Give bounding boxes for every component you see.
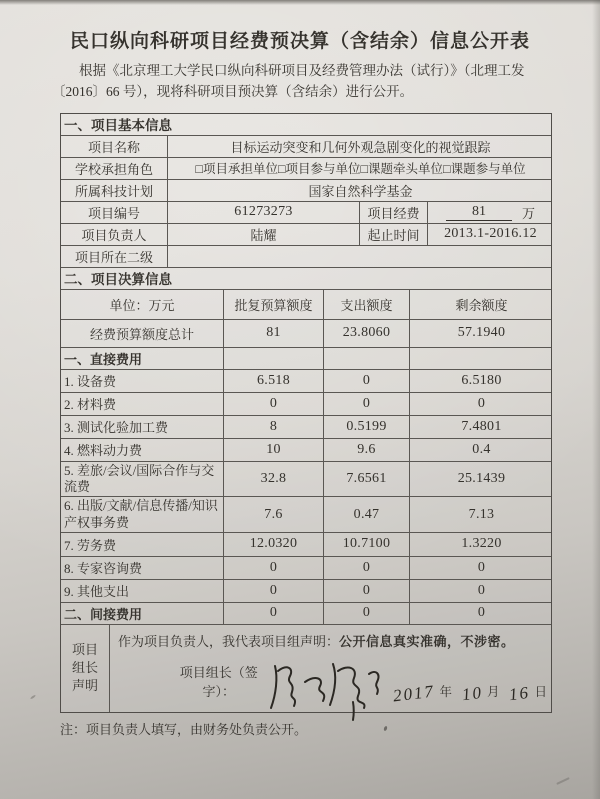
signature-ink-strokes <box>265 658 383 710</box>
project-no-label: 项目编号 <box>87 205 140 221</box>
day-char: 日 <box>534 684 547 699</box>
year-char: 年 <box>439 684 452 699</box>
item-label: 5. 差旅/会议/国际合作与交流费 <box>64 462 215 495</box>
project-name-label: 项目名称 <box>87 139 140 155</box>
item-label: 7. 劳务费 <box>64 537 117 553</box>
item-remaining: 0 <box>409 580 553 602</box>
row-project-no-funding <box>61 201 551 223</box>
handwritten-year: 2017 <box>392 681 437 706</box>
school-role-label: 学校承担角色 <box>74 161 153 177</box>
period-label: 起止时间 <box>359 224 427 245</box>
item-spent: 10.7100 <box>323 533 409 556</box>
item-label: 4. 燃料动力费 <box>64 443 143 459</box>
budget-row-fuel-power <box>61 438 551 461</box>
item-spent: 7.6561 <box>323 462 409 497</box>
budget-total-row <box>61 319 551 347</box>
total-spent: 23.8060 <box>323 320 409 347</box>
footer-note: 注：项目负责人填写，由财务处负责公开。 <box>60 721 308 737</box>
total-label: 经费预算额度总计 <box>89 326 194 342</box>
item-approved: 0 <box>223 393 323 415</box>
declaration-statement <box>118 631 547 650</box>
item-label: 二、间接费用 <box>64 606 143 622</box>
secondary-unit-label: 项目所在二级 <box>74 249 153 265</box>
col-header-unit: 单位：万元 <box>109 297 175 313</box>
budget-row-travel-conference <box>61 461 551 497</box>
item-label: 2. 材料费 <box>64 397 117 413</box>
disclosure-form-table <box>60 113 552 713</box>
empty-cell <box>323 348 409 369</box>
budget-row-expert-consulting <box>61 556 551 579</box>
item-remaining: 0 <box>409 603 553 624</box>
declaration-row <box>61 624 551 712</box>
leader-label: 项目负责人 <box>81 227 147 243</box>
item-remaining: 6.5180 <box>409 370 553 392</box>
budget-row-publication-ip <box>61 496 551 532</box>
item-remaining: 7.4801 <box>409 416 553 438</box>
item-approved: 12.0320 <box>223 533 323 556</box>
item-remaining: 0 <box>409 557 553 579</box>
empty-cell <box>223 348 323 369</box>
col-header-approved: 批复预算额度 <box>223 290 323 319</box>
empty-cell <box>409 348 553 369</box>
row-secondary-unit <box>61 245 551 267</box>
col-header-remaining: 剩余额度 <box>409 290 553 319</box>
row-leader-period <box>61 223 551 245</box>
declaration-label <box>61 625 109 712</box>
sign-label: 项目组长（签字）： <box>179 664 258 699</box>
declaration-label-line: 声明 <box>71 678 98 694</box>
item-spent: 9.6 <box>323 439 409 461</box>
col-header-spent: 支出额度 <box>323 290 409 319</box>
declaration-body <box>109 625 553 712</box>
declaration-label-line: 组长 <box>71 660 98 676</box>
item-label: 6. 出版/文献/信息传播/知识产权事务费 <box>64 498 218 530</box>
row-project-name <box>61 135 551 157</box>
item-spent: 0.47 <box>323 497 409 532</box>
paper-speck <box>556 777 570 785</box>
project-no-value: 61273273 <box>167 202 359 223</box>
funding-unit: 万 <box>521 205 535 221</box>
intro-paragraph: 根据《北京理工大学民口纵向科研项目及经费管理办法（试行）》（北理工发〔2016〕66 号），现将科研项目预决算（含结余）进行公开。 <box>52 63 525 99</box>
row-program <box>61 179 551 201</box>
item-label: 3. 测试化验加工费 <box>64 420 169 436</box>
item-spent: 0 <box>323 370 409 392</box>
handwritten-month: 10 <box>460 682 484 705</box>
item-remaining: 1.3220 <box>409 533 553 556</box>
declaration-label-line: 项目 <box>71 641 98 657</box>
budget-row-other <box>61 579 551 602</box>
total-remaining: 57.1940 <box>409 320 553 347</box>
budget-row-indirect <box>61 602 551 624</box>
section-header-basic-info: 一、项目基本信息 <box>64 118 172 134</box>
item-approved: 10 <box>223 439 323 461</box>
item-label: 9. 其他支出 <box>64 584 130 600</box>
period-value: 2013.1-2016.12 <box>427 224 553 245</box>
funding-amount: 81 <box>446 204 512 221</box>
item-remaining: 7.13 <box>409 497 553 532</box>
budget-row-testing <box>61 415 551 438</box>
item-spent: 0 <box>323 557 409 579</box>
school-role-checkbox-options: □项目承担单位□项目参与单位□课题牵头单位□课题参与单位 <box>167 158 553 179</box>
document-title: 民口纵向科研项目经费预决算（含结余）信息公开表 <box>69 31 530 52</box>
total-approved: 81 <box>223 320 323 347</box>
secondary-unit-value <box>167 246 553 267</box>
direct-costs-label: 一、直接费用 <box>64 351 143 367</box>
row-school-role <box>61 157 551 179</box>
item-approved: 8 <box>223 416 323 438</box>
item-spent: 0.5199 <box>323 416 409 438</box>
item-approved: 7.6 <box>223 497 323 532</box>
item-label: 8. 专家咨询费 <box>64 561 143 577</box>
item-approved: 32.8 <box>223 462 323 497</box>
direct-costs-header-row <box>61 347 551 369</box>
program-label: 所属科技计划 <box>74 183 153 199</box>
item-spent: 0 <box>323 393 409 415</box>
statement-emphasis: 公开信息真实准确，不涉密。 <box>339 633 515 649</box>
item-label: 1. 设备费 <box>64 374 117 390</box>
item-remaining: 25.1439 <box>409 462 553 497</box>
leader-value: 陆耀 <box>167 224 359 245</box>
item-approved: 6.518 <box>223 370 323 392</box>
section-header-budget: 二、项目决算信息 <box>64 272 172 288</box>
budget-column-header-row <box>61 289 551 319</box>
statement-prefix: 作为项目负责人，我代表项目组声明： <box>118 633 340 649</box>
handwritten-signature <box>265 658 383 710</box>
item-approved: 0 <box>223 557 323 579</box>
funding-value-cell <box>427 202 553 223</box>
handwritten-day: 16 <box>508 682 532 705</box>
item-remaining: 0 <box>409 393 553 415</box>
month-char: 月 <box>486 684 500 699</box>
item-remaining: 0.4 <box>409 439 553 461</box>
project-name-value: 目标运动突变和几何外观急剧变化的视觉跟踪 <box>167 136 553 157</box>
funding-label: 项目经费 <box>359 202 427 223</box>
program-value: 国家自然科学基金 <box>167 180 553 201</box>
budget-row-equipment <box>61 369 551 392</box>
budget-row-materials <box>61 392 551 415</box>
item-approved: 0 <box>223 603 323 624</box>
item-spent: 0 <box>323 603 409 624</box>
signature-line <box>118 658 547 710</box>
budget-row-labor <box>61 532 551 556</box>
item-approved: 0 <box>223 580 323 602</box>
item-spent: 0 <box>323 580 409 602</box>
